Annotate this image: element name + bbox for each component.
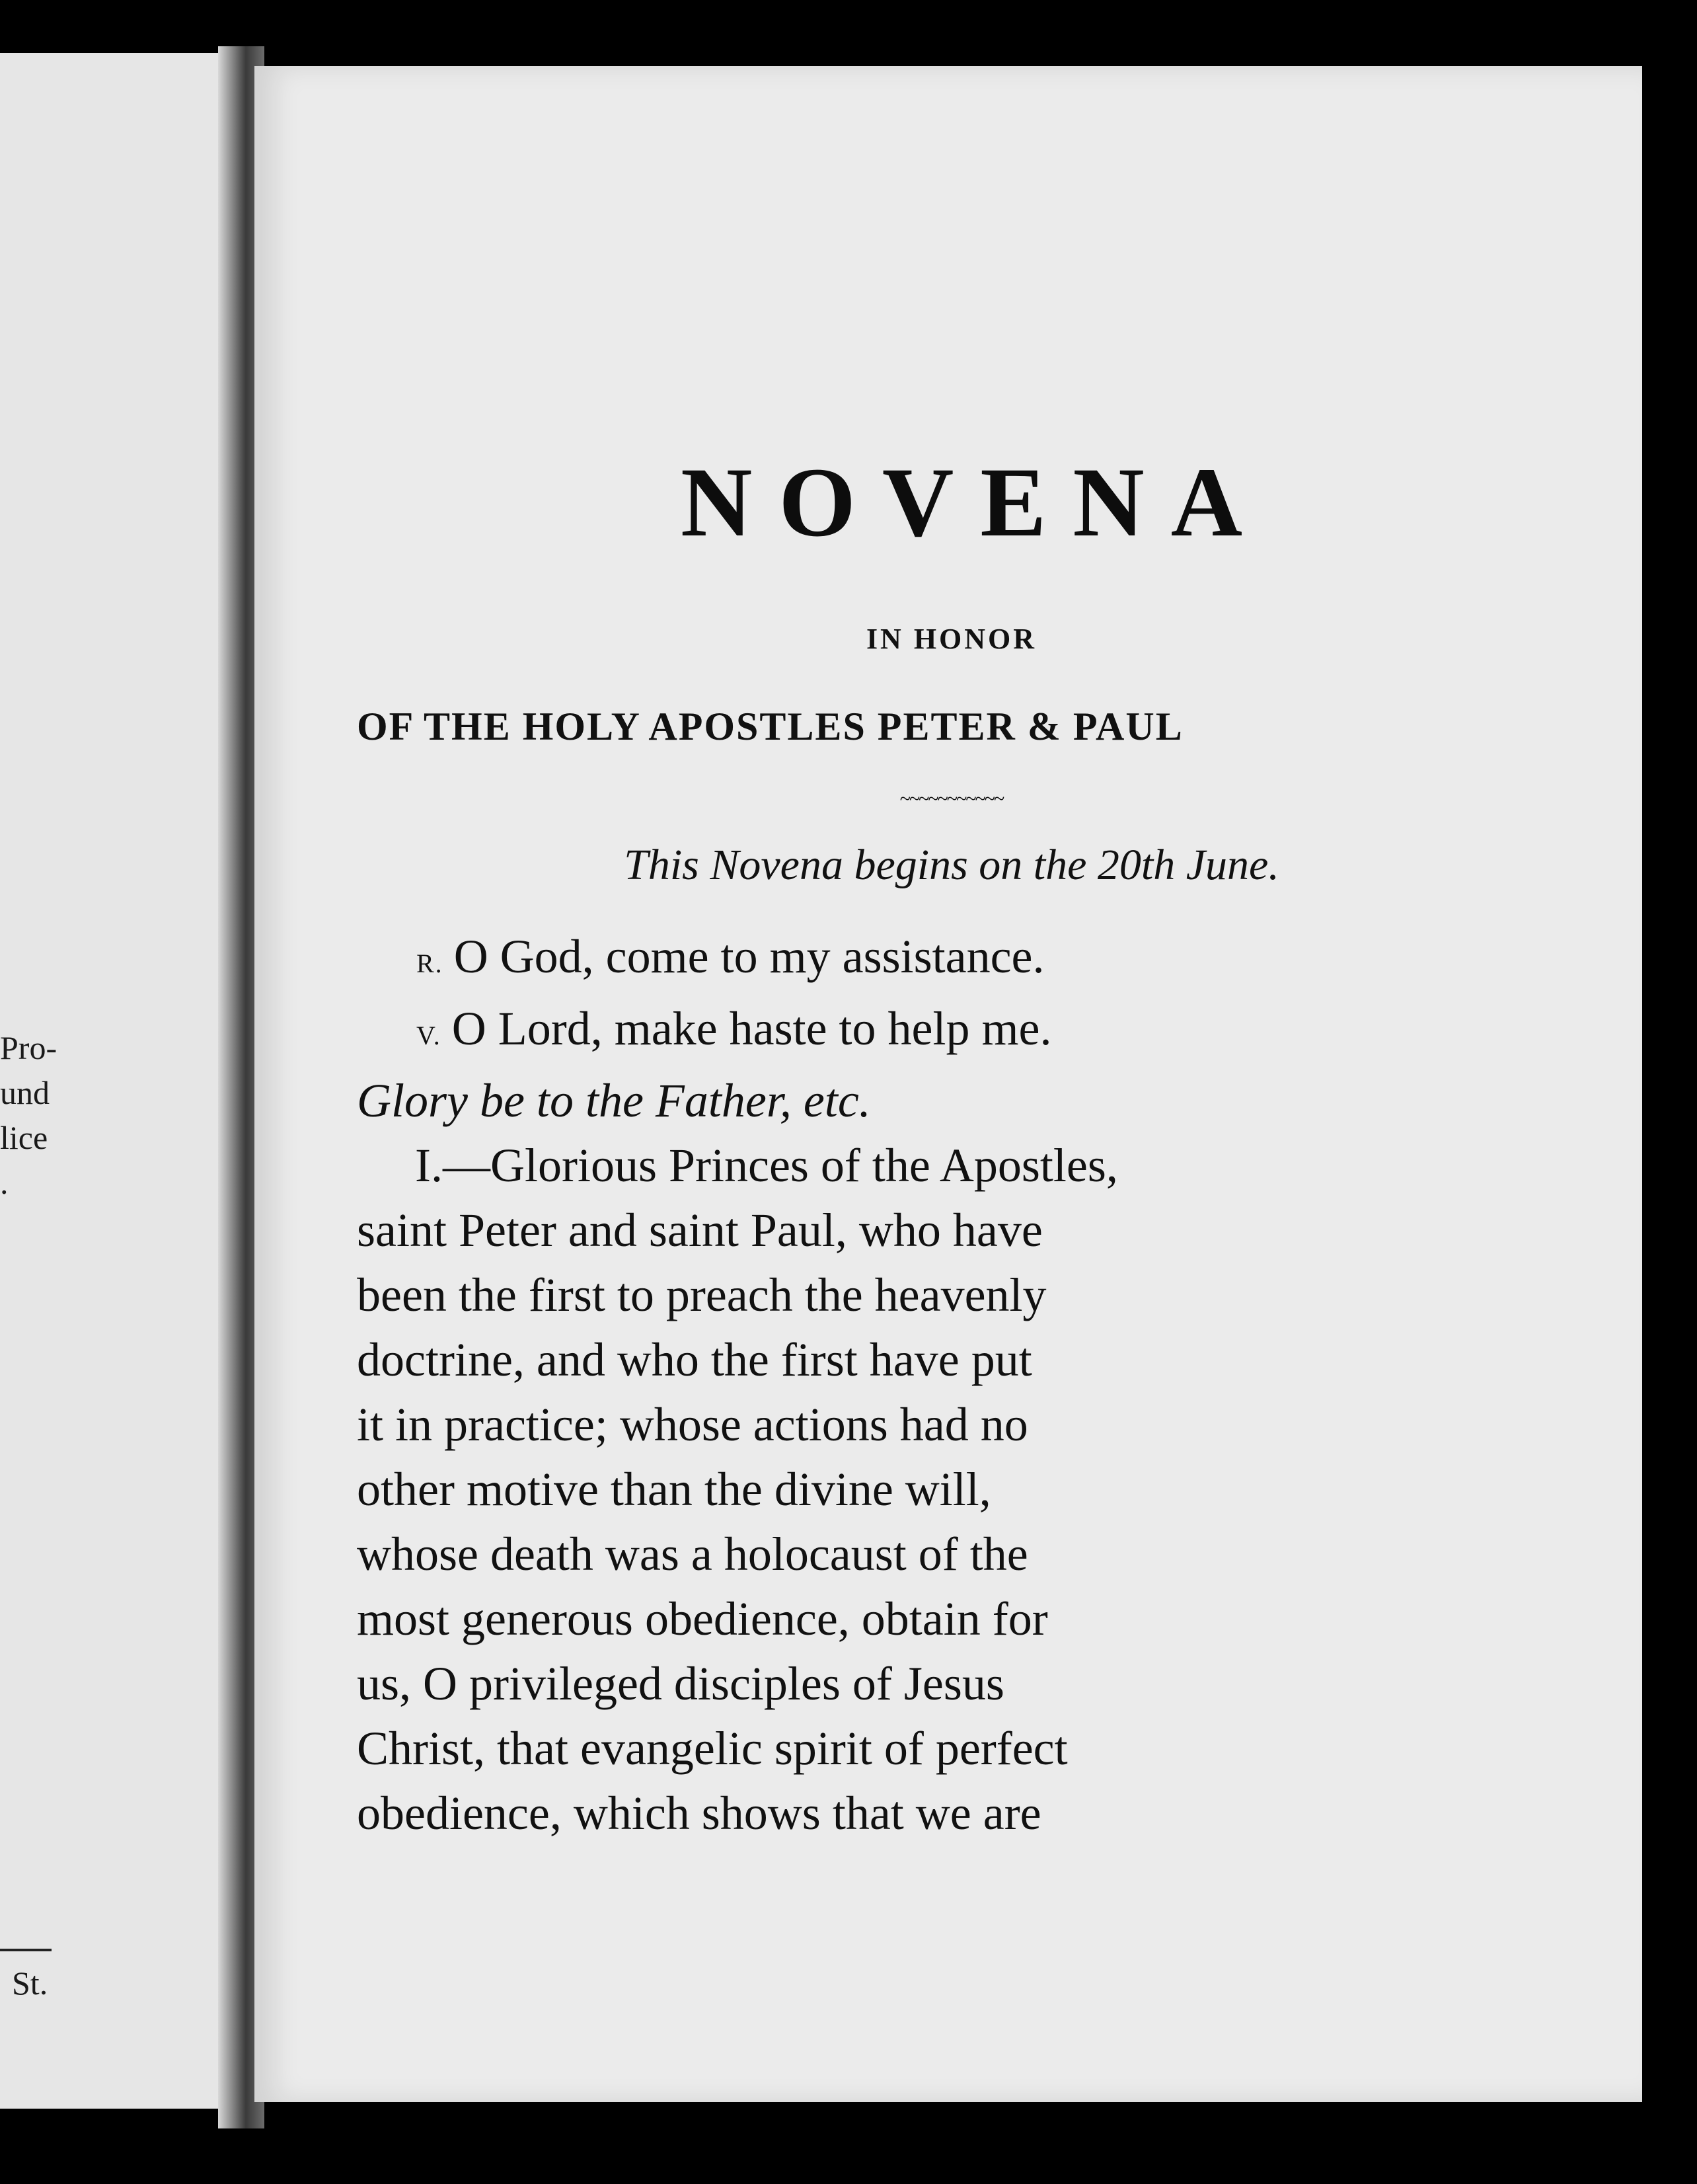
ornament-divider: ~~~~~~~~~~~ (899, 788, 1004, 810)
versicle-text: O Lord, make haste to help me. (451, 1002, 1052, 1056)
gloria-line: Glory be to the Father, etc. (357, 1074, 871, 1128)
subtitle-dedication: OF THE HOLY APOSTLES PETER & PAUL (357, 705, 1184, 748)
facing-page-fragment: Pro- (0, 1029, 57, 1066)
facing-page-fragment: St. (12, 1965, 48, 2002)
versicle-text: O God, come to my assistance. (453, 930, 1045, 984)
versicle-response (357, 924, 1546, 996)
prayer-line: us, O privileged disciples of Jesus (357, 1657, 1004, 1711)
facing-page-rule (0, 1949, 52, 1951)
page-content (357, 448, 1546, 1846)
facing-page (0, 53, 218, 2109)
intro-line: This Novena begins on the 20th June. (624, 841, 1279, 889)
versicle-marker: R. (416, 949, 443, 979)
prayer-line: most generous obedience, obtain for (357, 1592, 1048, 1646)
versicle-marker: V. (416, 1021, 441, 1051)
prayer-line: saint Peter and saint Paul, who have (357, 1204, 1043, 1257)
facing-page-fragment: lice (0, 1119, 48, 1156)
page (254, 66, 1642, 2102)
prayer-line: doctrine, and who the first have put (357, 1333, 1032, 1387)
facing-page-fragment: . (0, 1164, 9, 1201)
prayer-paragraph (357, 1133, 1546, 1846)
versicles (357, 924, 1546, 1133)
prayer-line: whose death was a holocaust of the (357, 1528, 1028, 1581)
prayer-line: been the first to preach the heavenly (357, 1268, 1047, 1322)
prayer-line: I.—Glorious Princes of the Apostles, (415, 1139, 1118, 1192)
prayer-line: it in practice; whose actions had no (357, 1398, 1028, 1452)
prayer-line: obedience, which shows that we are (357, 1787, 1041, 1840)
prayer-line: Christ, that evangelic spirit of perfect (357, 1722, 1068, 1775)
subtitle: IN HONOR (866, 623, 1037, 655)
versicle-verse (357, 996, 1546, 1068)
prayer-line: other motive than the divine will, (357, 1463, 991, 1516)
facing-page-fragment: und (0, 1074, 50, 1111)
page-title: NOVENA (680, 448, 1269, 557)
